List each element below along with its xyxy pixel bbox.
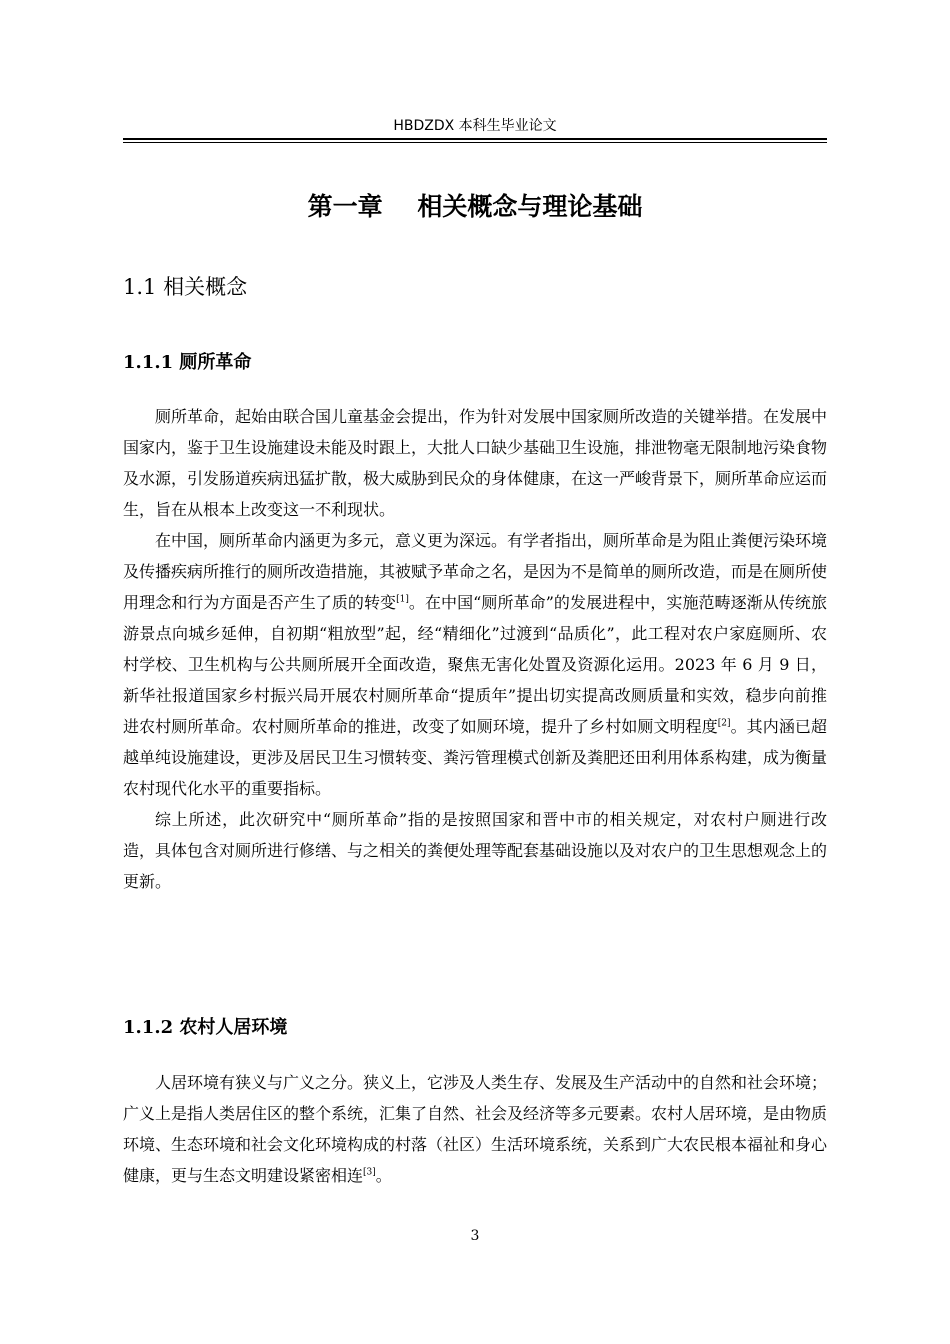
citation-ref: [3] — [363, 1167, 376, 1178]
paragraph — [123, 525, 827, 804]
paragraph: 综上所述，此次研究中“厕所革命”指的是按照国家和晋中市的相关规定，对农村户厕进行改造，具体包含对厕所进行修缮、与之相关的粪便处理等配套基础设施以及对农户的卫生思想观念上的更新。 — [123, 810, 828, 891]
section-title: 1.1 相关概念 — [123, 275, 248, 299]
paragraph: 厕所革命，起始由联合国儿童基金会提出，作为针对发展中国家厕所改造的关键举措。在发展中国家内，鉴于卫生设施建设未能及时跟上，大批人口缺少基础卫生设施，排泄物毫无限制地污染食物及水源，引发肠道疾病迅猛扩散，极大威胁到民众的身体健康，在这一严峻背景下，厕所革命应运而生，旨在从根本上改变这一不利现状。 — [123, 407, 828, 519]
paragraph — [123, 1067, 827, 1191]
subsection-title-toilet-revolution: 1.1.1 厕所革命 — [123, 352, 252, 373]
body-text-toilet-revolution — [123, 401, 827, 897]
citation-ref: [1] — [396, 594, 409, 605]
page-number: 3 — [470, 1228, 480, 1244]
paragraph-text: 。其内涵已超越单纯设施建设，更涉及居民卫生习惯转变、粪污管理模式创新及粪肥还田利用体系构建，成为衡量农村现代化水平的重要指标。 — [123, 717, 828, 798]
body-text-rural-living-environment — [123, 1067, 827, 1191]
paragraph-text: 。 — [375, 1166, 392, 1185]
header-rule-thin — [123, 142, 827, 143]
chapter-title: 第一章 相关概念与理论基础 — [307, 192, 643, 221]
citation-ref: [2] — [717, 718, 731, 729]
paragraph-text: 人居环境有狭义与广义之分。狭义上，它涉及人类生存、发展及生产活动中的自然和社会环境；广义上是指人类居住区的整个系统，汇集了自然、社会及经济等多元要素。农村人居环境，是由物质环境、生态环境和社会文化环境构成的村落（社区）生活环境系统，关系到广大农民根本福祉和身心健康，更与生态文明建设紧密相连 — [123, 1073, 828, 1185]
subsection-title-rural-living-environment: 1.1.2 农村人居环境 — [123, 1017, 288, 1038]
paragraph-text: 在中国，厕所革命内涵更为多元，意义更为深远。有学者指出，厕所革命是为阻止粪便污染环境及传播疾病所推行的厕所改造措施，其被赋予革命之名，是因为不是简单的厕所改造，而是在厕所使用理念和行为方面是否产生了质的转变 — [123, 531, 828, 612]
page-header: HBDZDX 本科生毕业论文 — [393, 118, 557, 134]
header-rule — [123, 138, 827, 140]
paragraph-text: 。在中国“厕所革命”的发展进程中，实施范畴逐渐从传统旅游景点向城乡延伸，自初期“粗放型”起，经“精细化”过渡到“品质化”，此工程对农户家庭厕所、农村学校、卫生机构与公共厕所展开全面改造，聚焦无害化处置及资源化运用。2023 年 6 月 9 日，新华社报道国家乡村振兴局开展农村厕所革命“提质年”提出切实提高改厕质量和实效，稳步向前推进农村厕所革命。农村厕所革命的推进，改变了如厕环境，提升了乡村如厕文明程度 — [123, 593, 827, 736]
